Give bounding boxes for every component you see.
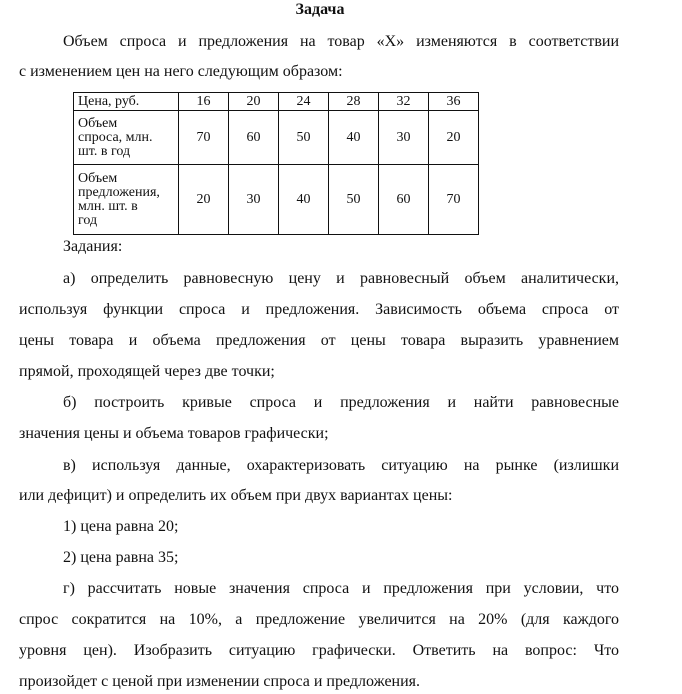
table-cell: 20 <box>429 111 479 165</box>
table-cell: 60 <box>229 111 279 165</box>
task-c-option-2: 2) цена равна 35; <box>63 549 179 566</box>
table-cell: 50 <box>279 111 329 165</box>
tasks-heading: Задания: <box>63 238 123 255</box>
task-b-line-1: б) построить кривые спроса и предложения и найти равновесные <box>63 394 619 411</box>
table-row-price <box>74 93 479 111</box>
table-cell: 40 <box>329 111 379 165</box>
table-cell: 28 <box>329 93 379 111</box>
intro-line-2: с изменением цен на него следующим образом: <box>19 63 343 80</box>
table-cell-label: Цена, руб. <box>74 93 179 111</box>
task-b-line-2: значения цены и объема товаров графически; <box>19 425 329 442</box>
table-cell-label: Объем предложения, млн. шт. в год <box>74 165 179 235</box>
task-c-option-1: 1) цена равна 20; <box>63 518 179 535</box>
table-cell: 70 <box>429 165 479 235</box>
table-cell: 20 <box>179 165 229 235</box>
table-cell: 36 <box>429 93 479 111</box>
table-cell: 60 <box>379 165 429 235</box>
task-d-line-2: спрос сократится на 10%, а предложение увеличится на 20% (для каждого <box>19 611 619 628</box>
table-cell: 70 <box>179 111 229 165</box>
task-c-line-2: или дефицит) и определить их объем при двух вариантах цены: <box>19 487 453 504</box>
task-a-line-2: используя функции спроса и предложения. Зависимость объема спроса от <box>19 301 619 318</box>
table-cell-label: Объем спроса, млн. шт. в год <box>74 111 179 165</box>
intro-line-1: Объем спроса и предложения на товар «Х» изменяются в соответствии <box>63 33 619 50</box>
task-d-line-1: г) рассчитать новые значения спроса и предложения при условии, что <box>63 580 619 597</box>
table-cell: 20 <box>229 93 279 111</box>
table-cell: 50 <box>329 165 379 235</box>
task-d-line-3: уровня цен). Изобразить ситуацию графически. Ответить на вопрос: Что <box>19 642 619 659</box>
table-cell: 24 <box>279 93 329 111</box>
table-cell: 16 <box>179 93 229 111</box>
task-d-line-4: произойдет с ценой при изменении спроса и предложения. <box>19 673 421 690</box>
task-a-line-4: прямой, проходящей через две точки; <box>19 363 275 380</box>
price-volume-table <box>73 92 479 235</box>
table-row-demand <box>74 111 479 165</box>
table-cell: 30 <box>229 165 279 235</box>
document-title: Задача <box>295 1 345 18</box>
task-a-line-3: цены товара и объема предложения от цены товара выразить уравнением <box>19 332 619 349</box>
table-cell: 30 <box>379 111 429 165</box>
table-cell: 40 <box>279 165 329 235</box>
task-a-line-1: а) определить равновесную цену и равновесный объем аналитически, <box>63 270 619 287</box>
table-cell: 32 <box>379 93 429 111</box>
task-c-line-1: в) используя данные, охарактеризовать ситуацию на рынке (излишки <box>63 457 619 474</box>
table-row-supply <box>74 165 479 235</box>
